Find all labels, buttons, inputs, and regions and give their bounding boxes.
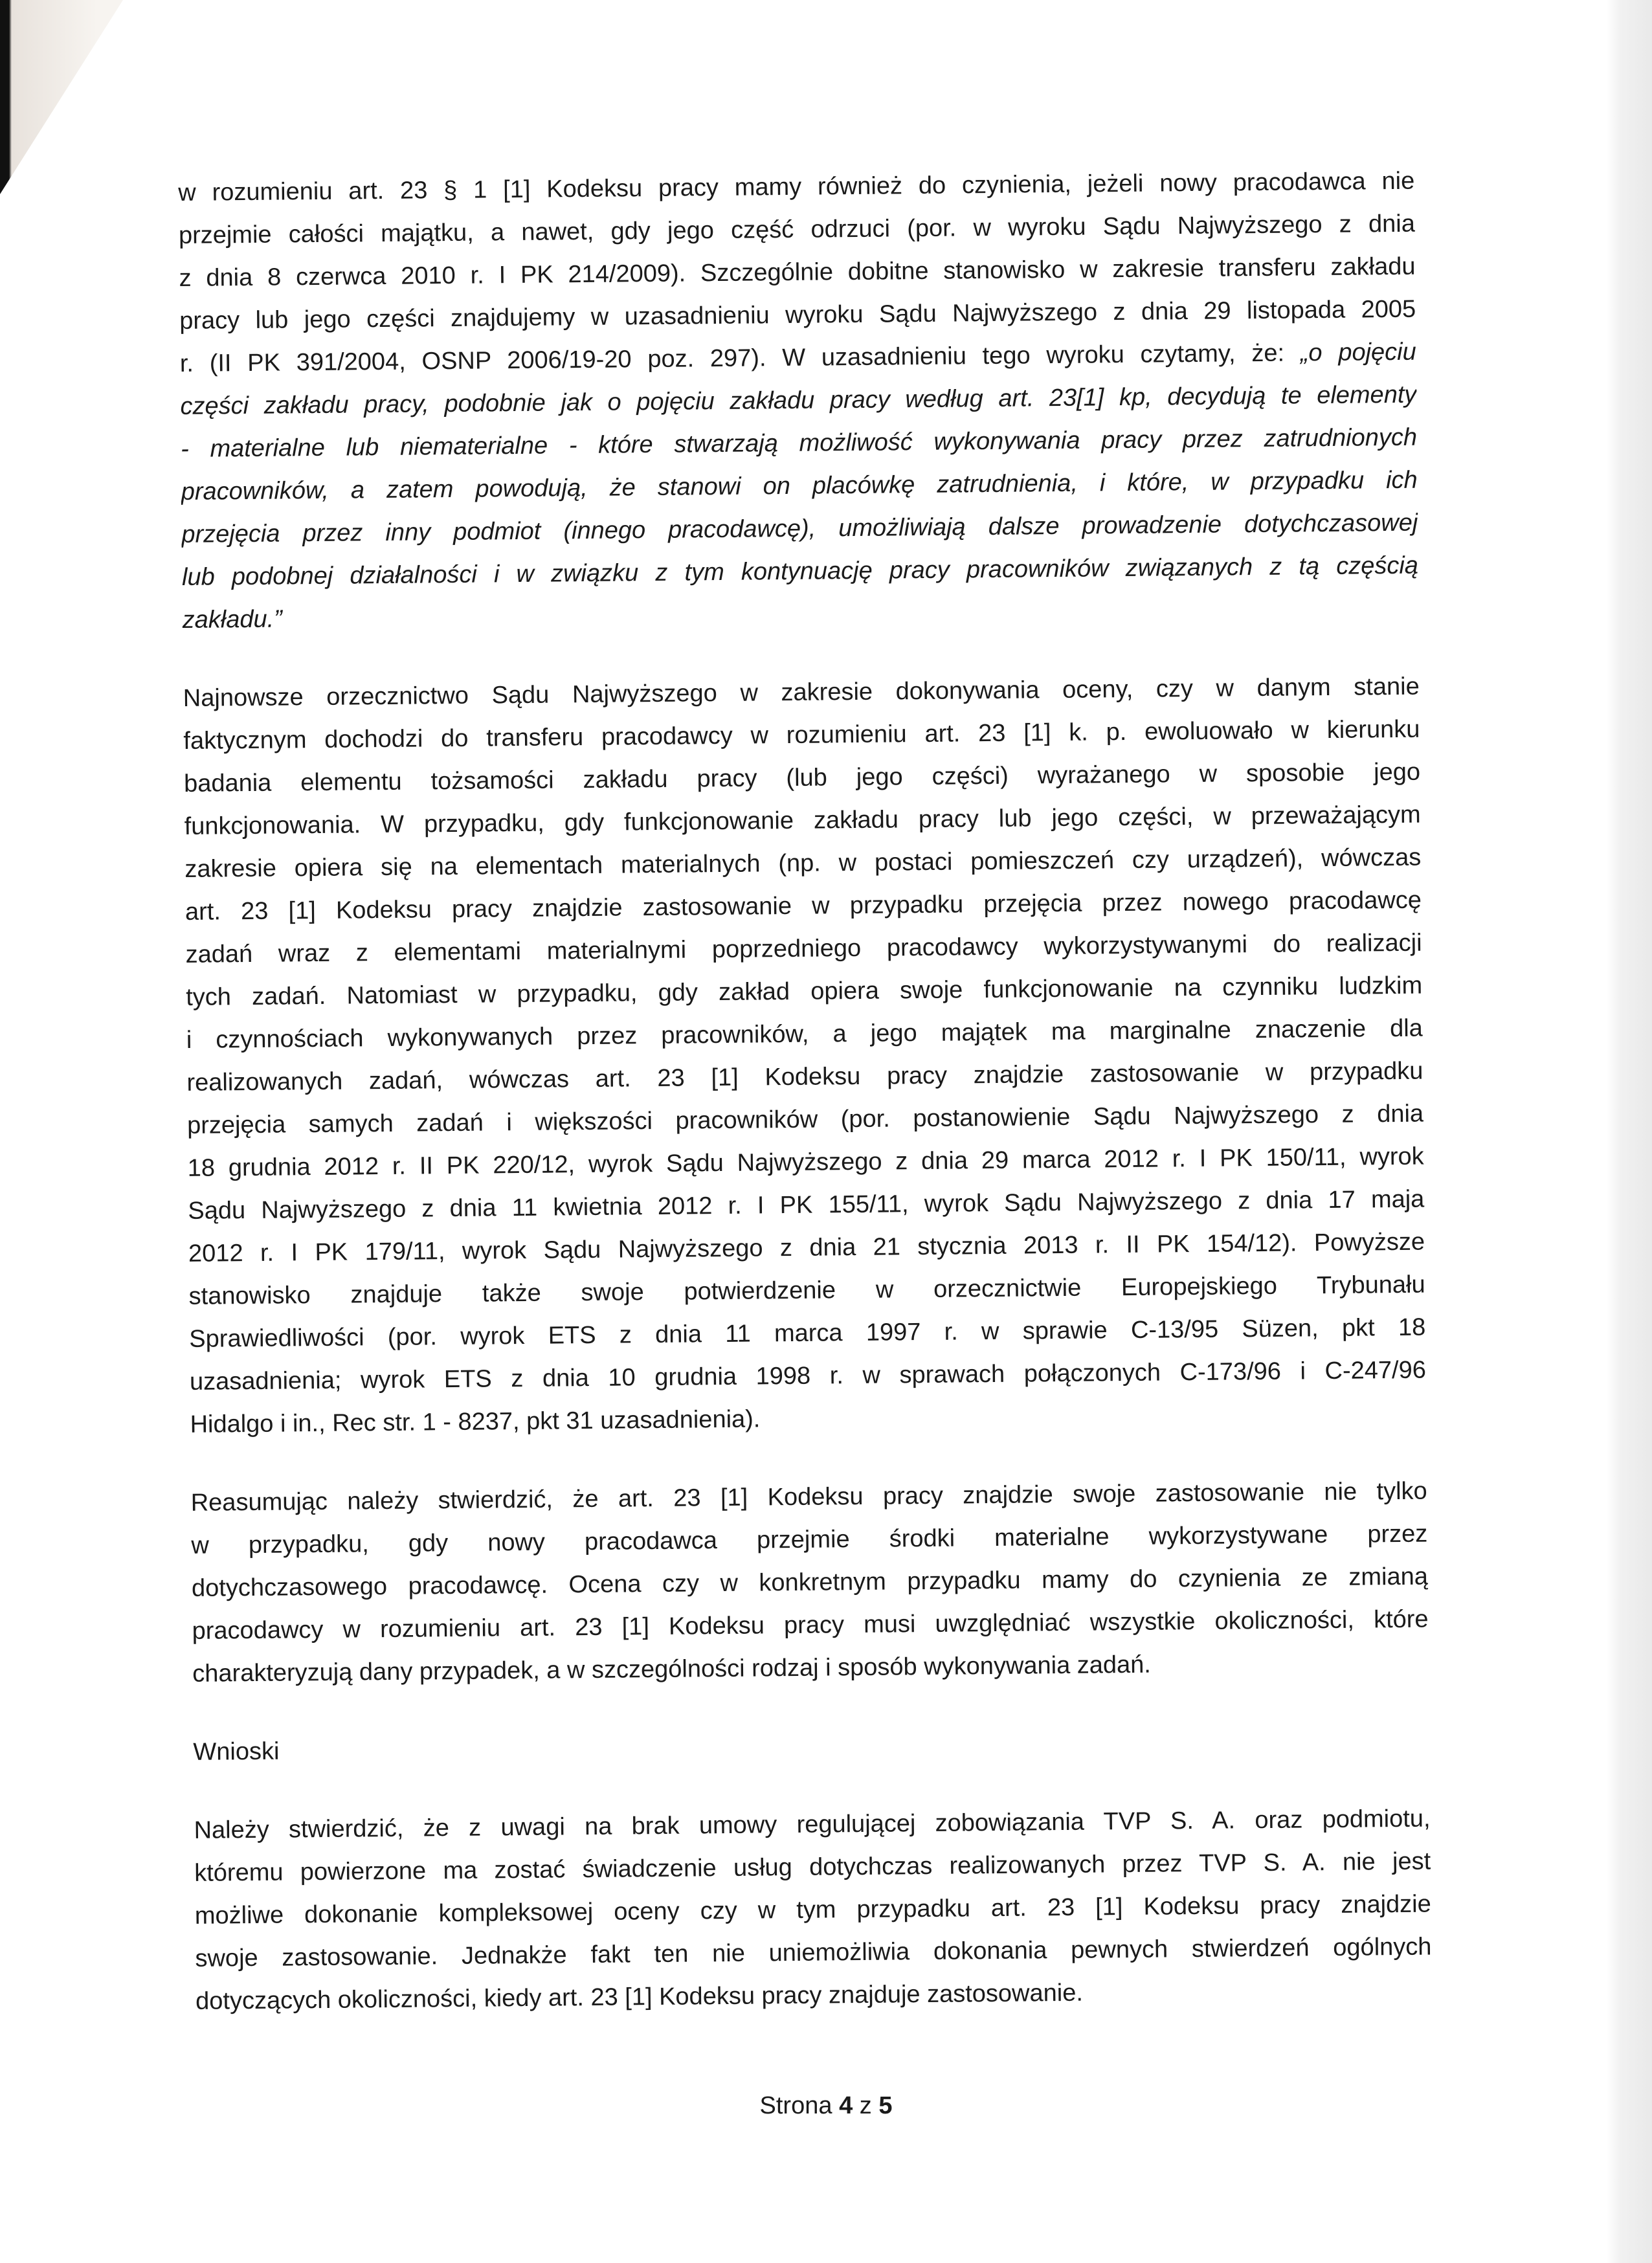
text-segment: Reasumując należy stwierdzić, że art. 23 [1] Kodeksu pracy znajdzie swoje zastosowanie nie tylko (190, 1477, 1427, 1517)
text-segment: Sądu Najwyższego z dnia 11 kwietnia 2012 r. I PK 155/11, wyrok Sądu Najwyższego z dnia 17 maja (188, 1185, 1425, 1225)
text-segment: realizowanych zadań, wówczas art. 23 [1] Kodeksu pracy znajdzie zastosowanie w przypadku (186, 1057, 1423, 1097)
text-segment: pracodawcy w rozumieniu art. 23 [1] Kodeksu pracy musi uwzględniać wszystkie okoliczności, które (192, 1605, 1429, 1645)
text-segment: 2012 r. I PK 179/11, wyrok Sądu Najwyższego z dnia 21 stycznia 2013 r. II PK 154/12). Powyższe (188, 1228, 1425, 1267)
text-segment: w przypadku, gdy nowy pracodawca przejmie środki materialne wykorzystywane przez (191, 1520, 1428, 1559)
text-segment: Należy stwierdzić, że z uwagi na brak umowy regulującej zobowiązania TVP S. A. oraz podmiotu, (194, 1805, 1431, 1844)
paragraph (183, 665, 1426, 1446)
text-segment: badania elementu tożsamości zakładu pracy (lub jego części) wyrażanego w sposobie jego (183, 758, 1421, 797)
text-segment: dotychczasowego pracodawcę. Ocena czy w konkretnym przypadku mamy do czynienia ze zmianą (191, 1563, 1429, 1602)
footer-sep: z (853, 2092, 879, 2119)
page-footer (0, 2092, 1652, 2120)
text-segment: przejęcia samych zadań i większości pracowników (por. postanowienie Sądu Najwyższego z dnia (186, 1100, 1424, 1139)
text-segment: charakteryzują dany przypadek, a w szczególności rodzaj i sposób wykonywania zadań. (192, 1651, 1152, 1688)
text-segment: funkcjonowania. W przypadku, gdy funkcjonowanie zakładu pracy lub jego części, w przeważającym (184, 801, 1421, 840)
text-segment: w rozumieniu art. 23 § 1 [1] Kodeksu pracy mamy również do czynienia, jeżeli nowy pracodawca nie (178, 167, 1415, 206)
scan-edge-corner (0, 0, 129, 194)
text-segment: tych zadań. Natomiast w przypadku, gdy zakład opiera swoje funkcjonowanie na czynniku ludzkim (186, 972, 1423, 1011)
text-segment: r. (II PK 391/2004, OSNP 2006/19-20 poz. 297). W uzasadnieniu tego wyroku czytamy, że: (179, 339, 1300, 377)
text-segment: stanowisko znajduje także swoje potwierdzenie w orzecznictwie Europejskiego Trybunału (188, 1271, 1425, 1310)
text-segment: 18 grudnia 2012 r. II PK 220/12, wyrok Sądu Najwyższego z dnia 29 marca 2012 r. I PK 150/11, wyrok (187, 1143, 1424, 1182)
paragraph (190, 1470, 1429, 1695)
footer-prefix: Strona (759, 2092, 840, 2119)
quoted-text: „o pojęciu (1300, 338, 1416, 367)
quoted-text: pracowników, a zatem powodują, że stanowi on placówkę zatrudnienia, i które, w przypadku ich (181, 466, 1418, 506)
quoted-text: przejęcia przez inny podmiot (innego pracodawcę), umożliwiają dalsze prowadzenie dotychczasowej (181, 509, 1418, 548)
text-segment: Hidalgo i in., Rec str. 1 - 8237, pkt 31 uzasadnienia). (190, 1405, 761, 1438)
text-segment: i czynnościach wykonywanych przez pracowników, a jego majątek ma marginalne znaczenie dla (186, 1014, 1423, 1054)
text-segment: art. 23 [1] Kodeksu pracy znajdzie zastosowanie w przypadku przejęcia przez nowego pracodawcę (184, 886, 1422, 926)
text-segment: Najnowsze orzecznictwo Sądu Najwyższego w zakresie dokonywania oceny, czy w danym stanie (183, 673, 1420, 712)
footer-total-pages: 5 (878, 2092, 893, 2119)
quoted-text: części zakładu pracy, podobnie jak o pojęciu zakładu pracy według art. 23[1] kp, decydują te elementy (180, 381, 1417, 420)
text-segment: pracy lub jego części znajdujemy w uzasadnieniu wyroku Sądu Najwyższego z dnia 29 listopada 2005 (179, 295, 1416, 335)
text-segment: uzasadnienia; wyrok ETS z dnia 10 grudnia 1998 r. w sprawach połączonych C-173/96 i C-247/96 (189, 1356, 1427, 1396)
text-segment: któremu powierzone ma zostać świadczenie usług dotychczas realizowanych przez TVP S. A. nie jest (194, 1847, 1431, 1887)
section-heading: Wnioski (193, 1737, 280, 1766)
text-segment: swoje zastosowanie. Jednakże fakt ten nie uniemożliwia dokonania pewnych stwierdzeń ogólnych (195, 1933, 1432, 1972)
text-segment: zadań wraz z elementami materialnymi poprzedniego pracodawcy wykorzystywanymi do realizacji (185, 929, 1422, 968)
quoted-text: zakładu.” (182, 605, 283, 634)
quoted-text: lub podobnej działalności i w związku z tym kontynuację pracy pracowników związanych z tą częścią (181, 552, 1419, 591)
text-segment: dotyczących okoliczności, kiedy art. 23 [1] Kodeksu pracy znajduje zastosowanie. (195, 1979, 1084, 2015)
text-segment: faktycznym dochodzi do transferu pracodawcy w rozumieniu art. 23 [1] k. p. ewoluowało w kierunku (183, 715, 1420, 755)
text-segment: możliwe dokonanie kompleksowej oceny czy w tym przypadku art. 23 [1] Kodeksu pracy znajdzie (194, 1890, 1431, 1930)
text-segment: z dnia 8 czerwca 2010 r. I PK 214/2009). Szczególnie dobitne stanowisko w zakresie transferu zakładu (179, 252, 1416, 292)
footer-page-number: 4 (839, 2092, 853, 2119)
paragraph (194, 1798, 1432, 2023)
text-segment: Sprawiedliwości (por. wyrok ETS z dnia 11 marca 1997 r. w sprawie C-13/95 Süzen, pkt 18 (189, 1313, 1426, 1353)
document-body (178, 160, 1432, 2023)
paragraph (178, 160, 1419, 641)
text-segment: zakresie opiera się na elementach materialnych (np. w postaci pomieszczeń czy urządzeń), wówczas (184, 843, 1422, 883)
text-segment: przejmie całości majątku, a nawet, gdy jego część odrzuci (por. w wyroku Sądu Najwyższego z dnia (178, 210, 1416, 249)
quoted-text: - materialne lub niematerialne - które stwarzają możliwość wykonywania pracy przez zatrudnionych (180, 423, 1418, 463)
scan-edge-right (1607, 0, 1652, 2263)
